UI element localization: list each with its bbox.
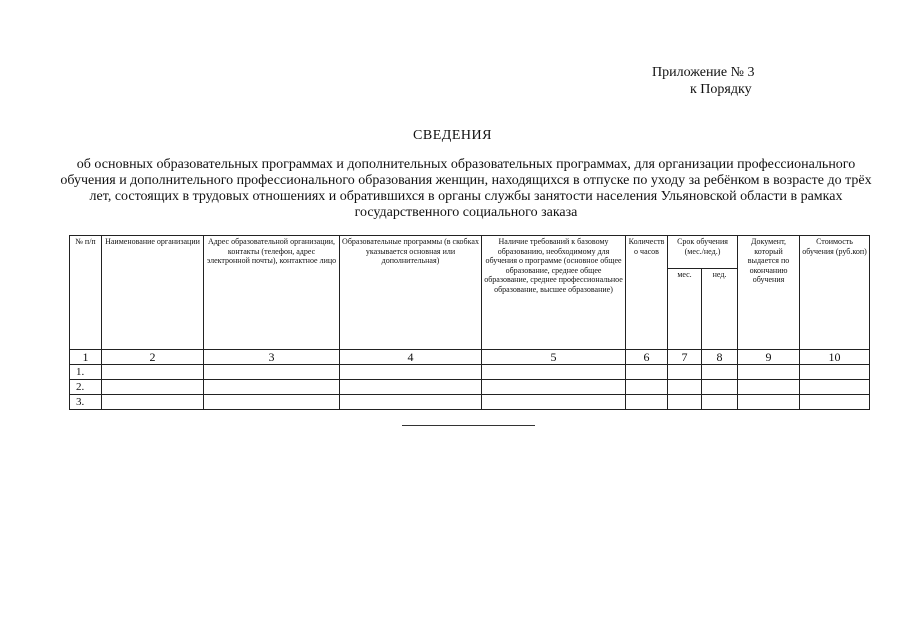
column-number: 1 [70,350,102,365]
column-number: 10 [800,350,870,365]
data-table [69,235,870,410]
table-cell [102,380,204,395]
header-address: Адрес образовательной организации, контакты (телефон, адрес электронной почты), контактное лицо [204,236,340,350]
header-num: № п/п [70,236,102,350]
table-cell [102,395,204,410]
table-cell [668,395,702,410]
column-number: 5 [482,350,626,365]
appendix-label [652,64,755,98]
table-row [70,395,870,410]
table-cell [482,365,626,380]
table-cell [702,380,738,395]
table-cell [702,365,738,380]
appendix-reference: к Порядку [690,82,752,97]
column-number: 7 [668,350,702,365]
table-cell [668,380,702,395]
table-cell [340,380,482,395]
header-programs: Образовательные программы (в скобках указывается основная или дополнительная) [340,236,482,350]
table-cell [800,365,870,380]
table-cell [482,380,626,395]
document-title: СВЕДЕНИЯ [413,128,492,143]
table-cell [702,395,738,410]
table-cell [626,395,668,410]
table-cell [340,365,482,380]
column-number: 4 [340,350,482,365]
table-cell [626,380,668,395]
table-cell [204,380,340,395]
row-number: 1. [70,365,102,380]
row-number: 2. [70,380,102,395]
table-cell [668,365,702,380]
table-row [70,380,870,395]
table-cell [204,395,340,410]
column-number: 3 [204,350,340,365]
table-cell [738,380,800,395]
document-subtitle: об основных образовательных программах и дополнительных образовательных программах, для организации профессионального обучения и дополнительного профессионального образования женщин, находящихся в отпуске по уходу за ребёнком в возрасте до трёх лет, состоящих в трудовых отношениях и обратившихся в органы службы занятости населения Ульяновской области в рамках государственного социального заказа [60,157,872,220]
column-number: 8 [702,350,738,365]
column-number: 2 [102,350,204,365]
table-cell [340,395,482,410]
header-cost: Стоимость обучения (руб.коп) [800,236,870,350]
header-requirements: Наличие требований к базовому образованию, необходимому для обучения о программе (основное общее образование, среднее общее образование, среднее профессиональное образование, высшее образование) [482,236,626,350]
table-cell [738,395,800,410]
header-months: мес. [668,269,702,350]
column-number: 9 [738,350,800,365]
header-document: Документ, который выдается по окончанию обучения [738,236,800,350]
column-number: 6 [626,350,668,365]
table-cell [102,365,204,380]
table-cell [482,395,626,410]
row-number: 3. [70,395,102,410]
header-hours: Количество часов [626,236,668,350]
table-row [70,365,870,380]
table-cell [626,365,668,380]
table-cell [800,395,870,410]
appendix-number: Приложение № 3 [652,65,755,80]
column-number-row [70,350,870,365]
header-weeks: нед. [702,269,738,350]
table-cell [738,365,800,380]
closing-line [402,425,535,426]
table-cell [800,380,870,395]
header-org: Наименование организации [102,236,204,350]
header-term: Срок обучения (мес./нед.) [668,236,738,269]
table-cell [204,365,340,380]
